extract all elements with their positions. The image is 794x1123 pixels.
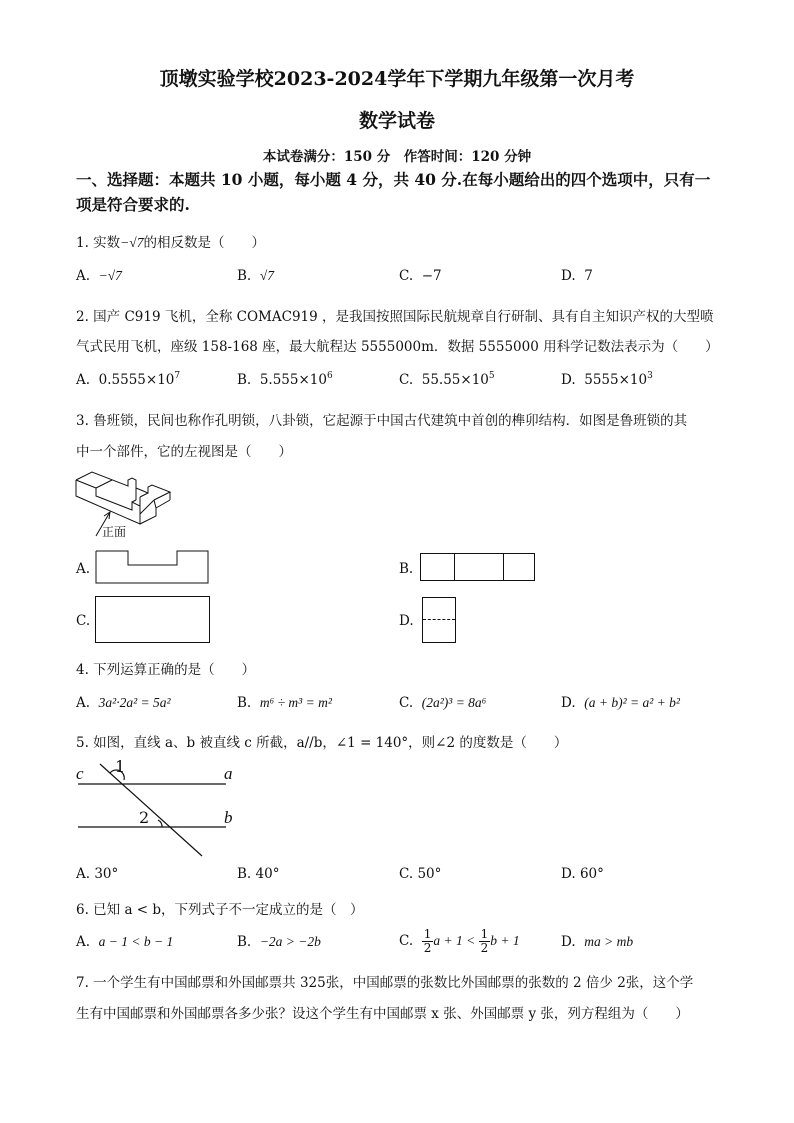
q3-option-d-figure — [422, 597, 456, 643]
option-base: 0.5555×10 — [98, 372, 175, 388]
option-label: A. — [76, 268, 91, 284]
option-label: A. — [76, 372, 91, 388]
q6-option-c[interactable] — [399, 924, 520, 958]
option-label: B. — [237, 866, 252, 882]
q3-stem-line2: 中一个部件，它的左视图是（ ） — [76, 444, 292, 460]
q4-stem: 4. 下列运算正确的是（ ） — [76, 662, 256, 678]
option-text: (a + b)² = a² + b² — [584, 695, 680, 710]
q7-stem-line1: 7. 一个学生有中国邮票和外国邮票共 325张，中国邮票的张数比外国邮票的张数的 2 倍少 2张，这个学 — [76, 975, 694, 991]
q4-option-b[interactable] — [237, 695, 332, 711]
option-text-part: a + 1 < — [433, 933, 479, 948]
q1-stem — [76, 231, 265, 251]
q1-option-a[interactable] — [76, 268, 122, 284]
option-base: 55.55×10 — [421, 372, 489, 388]
q3-option-c-figure — [95, 596, 210, 643]
label-a: a — [224, 764, 233, 783]
option-text: 3a²·2a² = 5a² — [98, 695, 171, 710]
label-b: b — [224, 808, 233, 827]
q5-option-d[interactable] — [561, 866, 604, 882]
q4-option-c[interactable] — [399, 695, 486, 711]
option-label: B. — [237, 695, 252, 711]
q1-option-b[interactable] — [237, 268, 274, 284]
front-view-label: 正面 — [102, 525, 127, 539]
q7-stem-line2: 生有中国邮票和外国邮票各多少张？设这个学生有中国邮票 x 张、外国邮票 y 张，列方程组为（ ） — [76, 1006, 689, 1022]
q3-option-b-label[interactable]: B. — [399, 561, 414, 577]
numerator: 1 — [480, 927, 489, 941]
fraction-half — [479, 928, 491, 955]
option-text: a − 1 < b − 1 — [98, 934, 174, 949]
option-text-part: b + 1 — [490, 933, 520, 948]
option-text: −2a > −2b — [259, 934, 321, 949]
fraction-half — [422, 928, 434, 955]
option-text: ma > mb — [584, 934, 634, 949]
q1-stem-expression: −√7 — [120, 235, 144, 250]
q5-option-a[interactable] — [76, 866, 118, 882]
option-label: A. — [76, 866, 91, 882]
option-label: C. — [399, 933, 414, 949]
q2-stem-line1: 2. 国产 C919 飞机，全称 COMAC919 ，是我国按照国际民航规章自行研制、具有自主知识产权的大型喷 — [76, 309, 714, 325]
q1-stem-suffix: 的相反数是（ ） — [143, 235, 265, 251]
option-label: C. — [399, 268, 414, 284]
option-text: 40° — [255, 866, 280, 882]
q3-option-a-figure — [95, 550, 210, 584]
q6-option-b[interactable] — [237, 934, 321, 950]
option-text: 60° — [579, 866, 604, 882]
option-label: C. — [399, 695, 414, 711]
label-c: c — [76, 764, 84, 783]
q3-option-c-label[interactable]: C. — [76, 613, 91, 629]
exam-title: 顶墩实验学校2023-2024学年下学期九年级第一次月考 — [159, 68, 635, 90]
option-base: 5555×10 — [584, 372, 648, 388]
parallel-lines-figure — [74, 756, 244, 860]
q2-stem-line2: 气式民用飞机，座级 158-168 座，最大航程达 5555000m．数据 5555000 用科学记数法表示为（ ） — [76, 339, 719, 355]
q1-option-d[interactable] — [561, 268, 593, 284]
denominator: 2 — [480, 941, 489, 955]
q6-option-a[interactable] — [76, 934, 173, 950]
q3-option-b-figure — [420, 553, 535, 581]
option-label: C. — [399, 372, 414, 388]
option-label: C. — [399, 866, 414, 882]
option-exponent: 6 — [326, 371, 333, 381]
subject-title: 数学试卷 — [358, 110, 435, 132]
q3-option-a-label[interactable]: A. — [76, 561, 91, 577]
exam-meta: 本试卷满分：150 分 作答时间：120 分钟 — [262, 149, 532, 165]
q5-option-b[interactable] — [237, 866, 279, 882]
line-c — [100, 764, 202, 856]
label-angle-1: 1 — [115, 757, 126, 776]
option-label: A. — [76, 695, 91, 711]
q2-option-d[interactable] — [561, 372, 653, 388]
angle-2-arc — [158, 820, 162, 827]
divider — [454, 554, 455, 580]
option-text: 50° — [417, 866, 442, 882]
option-text: 7 — [584, 268, 593, 284]
option-label: D. — [561, 268, 576, 284]
denominator: 2 — [423, 941, 432, 955]
option-label: D. — [561, 372, 576, 388]
option-text: √7 — [259, 268, 274, 283]
q4-option-d[interactable] — [561, 695, 680, 711]
hidden-edge — [423, 619, 455, 620]
option-exponent: 3 — [647, 371, 653, 381]
numerator: 1 — [423, 927, 432, 941]
option-text: −7 — [421, 268, 442, 284]
option-text: 30° — [94, 866, 119, 882]
divider — [503, 554, 504, 580]
option-label: B. — [237, 268, 252, 284]
q2-option-c[interactable] — [399, 372, 495, 388]
option-text: −√7 — [98, 268, 122, 283]
option-text: m⁶ ÷ m³ = m² — [259, 695, 332, 710]
label-angle-2: 2 — [139, 808, 150, 827]
q2-option-b[interactable] — [237, 372, 333, 388]
q6-option-d[interactable] — [561, 934, 633, 950]
option-label: B. — [237, 934, 252, 950]
option-label: D. — [561, 695, 576, 711]
q3-stem-line1: 3. 鲁班锁，民间也称作孔明锁，八卦锁，它起源于中国古代建筑中首创的榫卯结构．如图是鲁班锁的其 — [76, 413, 688, 429]
option-exponent: 7 — [174, 371, 181, 381]
q3-option-d-label[interactable]: D. — [399, 613, 414, 629]
option-label: A. — [76, 934, 91, 950]
option-base: 5.555×10 — [259, 372, 327, 388]
section-heading-line2: 项是符合要求的. — [76, 195, 190, 214]
option-text: (2a²)³ = 8a⁶ — [421, 695, 487, 710]
q6-stem: 6. 已知 a < b，下列式子不一定成立的是（ ） — [76, 902, 364, 918]
q2-option-a[interactable] — [76, 372, 180, 388]
option-label: B. — [237, 372, 252, 388]
option-label: D. — [561, 934, 576, 950]
q1-option-c[interactable] — [399, 268, 442, 284]
section-heading-line1: 一、选择题：本题共 10 小题，每小题 4 分，共 40 分.在每小题给出的四个选项中，只有一 — [76, 170, 711, 189]
q5-option-c[interactable] — [399, 866, 441, 882]
option-exponent: 5 — [488, 371, 495, 381]
q5-stem: 5. 如图，直线 a、b 被直线 c 所截，a//b，∠1 = 140°，则∠2 的度数是（ ） — [76, 735, 568, 751]
q1-stem-prefix: 1. 实数 — [76, 235, 121, 251]
option-label: D. — [561, 866, 576, 882]
q4-option-a[interactable] — [76, 695, 171, 711]
